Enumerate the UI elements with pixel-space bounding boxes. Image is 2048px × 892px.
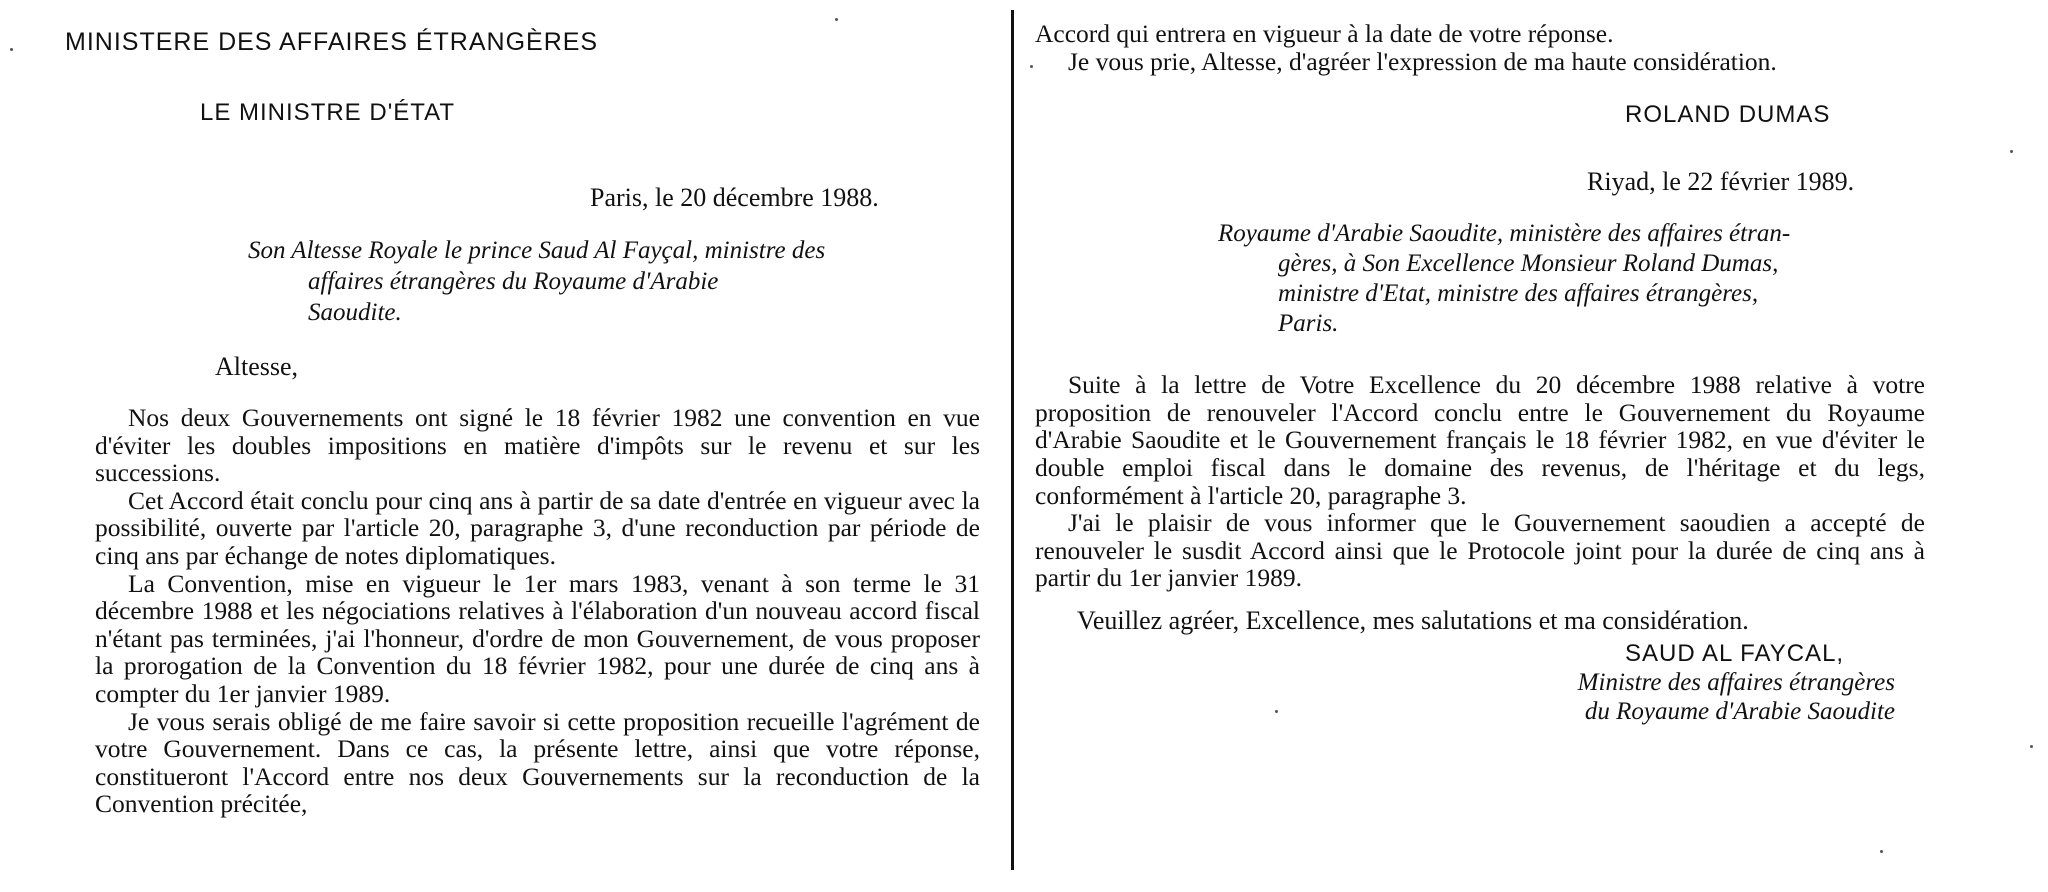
scan-speck [835,18,838,21]
addressee-block-right [1218,219,1898,339]
signature-title: du Royaume d'Arabie Saoudite [1584,697,1895,725]
scan-speck [10,48,13,51]
paragraph: Suite à la lettre de Votre Excellence du 20 décembre 1988 relative à votre proposition de renouveler l'Accord conclu entre le Gouvernement du Royaume d'Arabie Saoudite et le Gouvernement français le 18 février 1982, en vue d'éviter le double emploi fiscal dans le domaine des revenus, de l'héritage et du legs, conformément à l'article 20, paragraphe 3. [1035,370,1925,510]
column-divider [1011,10,1014,870]
left-column [65,20,980,819]
addressee-line: Paris. [1278,310,1339,338]
addressee-line: Royaume d'Arabie Saoudite, ministère des affaires étran- [1218,220,1791,248]
letter-body-left [95,404,980,818]
scan-speck [1880,850,1883,853]
paragraph: La Convention, mise en vigueur le 1er mars 1983, venant à son terme le 31 décembre 1988 et les négociations relatives à l'élaboration d'un nouveau accord fiscal n'étant pas terminées, j'ai l'honneur, d'ordre de mon Gouvernement, de vous proposer la prorogation de la Convention du 18 février 1982, pour une durée de cinq ans à compter du 1er janvier 1989. [95,568,980,708]
addressee-line: gères, à Son Excellence Monsieur Roland Dumas, [1278,250,1779,278]
signature-title: Ministre des affaires étrangères [1577,668,1895,696]
paragraph: Cet Accord était conclu pour cinq ans à partir de sa date d'entrée en vigueur avec la possibilité, ouverte par l'article 20, paragraphe 3, d'une reconduction par période de cinq ans par échange de notes diplomatiques. [95,485,980,570]
scan-speck [1275,710,1278,713]
letter-date-riyad: Riyad, le 22 février 1989. [1587,167,1855,197]
closing-dumas: Je vous prie, Altesse, d'agréer l'expression de ma haute considération. [1068,46,1777,76]
paragraph: Je vous serais obligé de me faire savoir si cette proposition recueille l'agrément de votre Gouvernement. Dans ce cas, la présente lettre, ainsi que votre réponse, constitueront l'Accord entre nos deux Gouvernements sur la reconduction de la Convention précitée, [95,706,980,819]
addressee-block-left [248,235,988,328]
addressee-line: Saoudite. [308,299,402,326]
letter-body-right [1035,371,1925,592]
salutation: Altesse, [215,352,299,381]
letter-date-paris: Paris, le 20 décembre 1988. [590,183,879,212]
paragraph: Nos deux Gouvernements ont signé le 18 février 1982 une convention en vue d'éviter les doubles impositions en matière d'impôts sur le revenu et sur les successions. [95,403,980,488]
signature-saud: SAUD AL FAYCAL, [1625,639,1845,667]
addressee-line: affaires étrangères du Royaume d'Arabie [308,268,719,295]
addressee-line: ministre d'Etat, ministre des affaires étrangères, [1278,280,1759,308]
ministry-header: MINISTERE DES AFFAIRES ÉTRANGÈRES [65,28,599,56]
paragraph: J'ai le plaisir de vous informer que le Gouvernement saoudien a accepté de renouveler le susdit Accord ainsi que le Protocole joint pour la durée de cinq ans à partir du 1er janvier 1989. [1035,508,1925,593]
signature-dumas: ROLAND DUMAS [1625,101,1831,129]
right-column [1035,20,1925,726]
minister-header: LE MINISTRE D'ÉTAT [200,99,456,126]
addressee-line: Son Altesse Royale le prince Saud Al Fayçal, ministre des [248,237,826,264]
paragraph-continuation: Accord qui entrera en vigueur à la date de votre réponse. [1035,19,1614,48]
scan-speck [1030,65,1033,68]
scan-speck [2010,150,2013,153]
scan-speck [2030,745,2033,748]
closing-saud: Veuillez agréer, Excellence, mes salutations et ma considération. [1077,605,1749,635]
